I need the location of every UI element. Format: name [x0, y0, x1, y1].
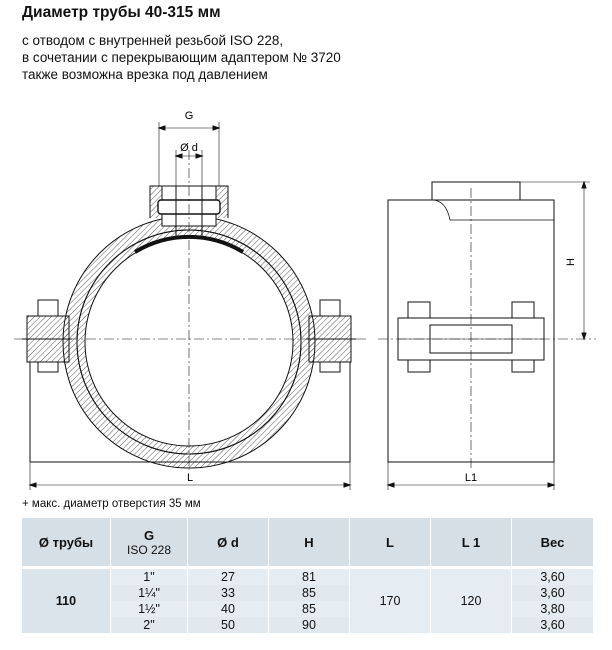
- cell-d: 40: [188, 601, 269, 617]
- dim-label-l: L: [186, 472, 194, 484]
- cell-g: 1¼": [111, 585, 188, 601]
- cell-d: 33: [188, 585, 269, 601]
- col-header-weight: Вес: [512, 518, 594, 566]
- col-header-h: H: [269, 518, 350, 566]
- cell-h: 90: [269, 617, 350, 633]
- side-view: [378, 182, 596, 490]
- footnote: + макс. диаметр отверстия 35 мм: [22, 498, 201, 510]
- table-header-row: [22, 518, 594, 566]
- subtitle-line-2: в сочетании с перекрывающим адаптером № 3720: [22, 50, 341, 65]
- cell-weight: 3,60: [512, 585, 594, 601]
- cell-weight: 3,80: [512, 601, 594, 617]
- col-header-g-sub: ISO 228: [126, 542, 172, 557]
- cell-l1: 120: [431, 569, 512, 633]
- cell-g: 1½": [111, 601, 188, 617]
- table-row: [22, 569, 594, 585]
- dim-label-h: H: [565, 258, 577, 266]
- col-header-l: L: [350, 518, 431, 566]
- cell-h: 85: [269, 585, 350, 601]
- cell-g: 1": [111, 569, 188, 585]
- subtitle-line-1: с отводом с внутренней резьбой ISO 228,: [22, 33, 284, 48]
- cell-d: 50: [188, 617, 269, 633]
- cell-weight: 3,60: [512, 569, 594, 585]
- cell-weight: 3,60: [512, 617, 594, 633]
- cell-pipe: 110: [22, 569, 111, 633]
- dim-label-g: G: [184, 110, 194, 122]
- dim-label-d: Ø d: [180, 142, 198, 154]
- col-header-g: [111, 518, 188, 566]
- page-title: Диаметр трубы 40-315 мм: [22, 4, 221, 21]
- cell-h: 85: [269, 601, 350, 617]
- subtitle-line-3: также возможна врезка под давлением: [22, 67, 268, 82]
- spec-table: [22, 518, 594, 633]
- dim-label-l1: L1: [464, 472, 478, 484]
- col-header-pipe: Ø трубы: [22, 518, 111, 566]
- cell-h: 81: [269, 569, 350, 585]
- front-view: [14, 122, 366, 490]
- col-header-g-label: G: [143, 527, 155, 543]
- col-header-l1: L 1: [431, 518, 512, 566]
- cell-g: 2": [111, 617, 188, 633]
- col-header-d: Ø d: [188, 518, 269, 566]
- cell-d: 27: [188, 569, 269, 585]
- cell-l: 170: [350, 569, 431, 633]
